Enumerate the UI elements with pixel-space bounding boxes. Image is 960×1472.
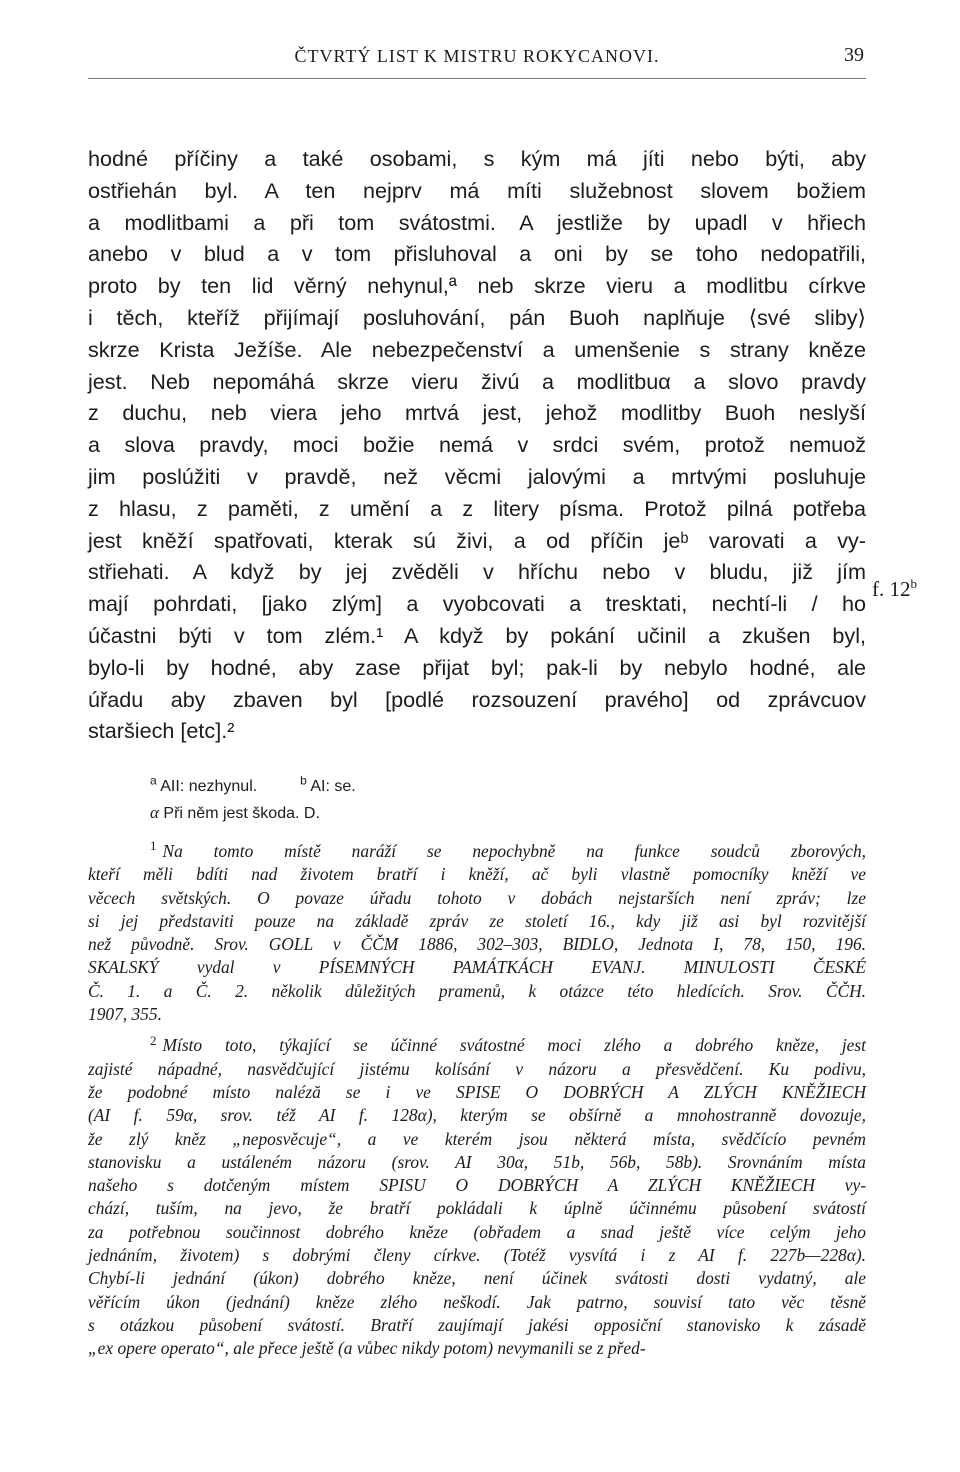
text-line: i těch, kteříž přijímají posluhování, pán Buoh naplňuje ⟨své sliby⟩	[88, 304, 866, 330]
footnote-line: chází, tuším, na jevo, že bratří pokládali k úplně účinnému působení svátostí	[88, 1198, 866, 1219]
footnote-line: že zlý kněz „neposvěcuje“, a ve kterém jsou některá místa, svědčícío pevném	[88, 1128, 866, 1149]
footnote-line: zajisté nápadné, nasvědčující jistému kolísání v názoru a přesvědčení. Ku podivu,	[88, 1058, 866, 1079]
text-line: mají pohrdati, [jako zlým] a vyobcovati a tresktati, nechtí-li / ho	[88, 591, 866, 617]
folio-label: f. 12	[872, 577, 911, 601]
text-line: hodné příčiny a také osobami, s kým má jíti nebo býti, aby	[88, 146, 866, 171]
footnote-line: Chybí-li jednání (úkon) dobrého kněze, není účinek svátosti dosti vydatný, ale	[88, 1268, 866, 1289]
text-line: skrze Krista Ježíše. Ale nebezpečenství a umenšenie s strany kněze	[88, 336, 866, 362]
footnote-line: věřícím úkon (jednání) kněze zlého neškodí. Jak patrno, souvisí tato věc těsně	[88, 1291, 866, 1312]
variant-mark: a	[150, 773, 157, 788]
page-header	[88, 42, 866, 79]
variant-row	[150, 800, 866, 827]
text-line: a modlitbami a při tom svátostmi. A jestliže by upadl v hřiech	[88, 209, 866, 235]
running-head: ČTVRTÝ LIST K MISTRU ROKYCANOVI.	[294, 46, 660, 66]
footnote-line: „ex opere operato“, ale přece ještě (a vůbec nikdy potom) nevymanili se z před-	[88, 1338, 646, 1359]
variant-mark: b	[300, 773, 307, 788]
footnote-line: za potřebnou součinnost dobrého kněze (obřadem a snad ještě více celým jeho	[88, 1221, 866, 1242]
text-line: a slova pravdy, moci božie nemá v srdci svém, protož nemuož	[88, 432, 866, 458]
footnote-line: kteří měli bdíti nad životem bratří i kněží, ač byli vlastně pomocníky kněží ve	[88, 864, 866, 885]
footnote-line: 1907, 355.	[88, 1004, 162, 1025]
footnote-line: s otázkou působení svátostí. Bratří zaujímají jakési opposiční stanovisko k zásadě	[88, 1314, 866, 1335]
text-line: úřadu aby zbaven byl [podlé rozsouzení pravého] od zprávcuov	[88, 686, 866, 712]
text-line: jim poslúžiti v pravdě, než věcmi jalovými a mrtvými posluhuje	[88, 463, 866, 489]
variant-text: AI: se.	[310, 778, 356, 795]
page-number: 39	[844, 44, 864, 66]
footnote-line: stanovisku a ustáleném názoru (srov. AI 30α, 51b, 56b, 58b). Srovnáním místa	[88, 1151, 866, 1172]
footnote-line: (AI f. 59α, srov. též AI f. 128α), kterým se obšírně a mnohostranně dovozuje,	[88, 1105, 866, 1126]
folio-side: b	[910, 576, 917, 591]
text-line: účastni býti v tom zlém.¹ A když by pokání učinil a zkušen byl,	[88, 622, 866, 648]
footnote-line: našeho s dotčeným místem SPISU O DOBRÝCH A ZLÝCH KNĚŽIECH vy-	[88, 1175, 866, 1196]
folio-margin-note	[872, 577, 917, 602]
footnote-line: než původně. Srov. GOLL v ČČM 1886, 302–303, BIDLO, Jednota I, 78, 150, 196.	[88, 934, 866, 955]
text-line: bylo-li by hodné, aby zase přijat byl; pak-li by nebylo hodné, ale	[88, 654, 866, 680]
text-line: staršiech [etc].²	[88, 718, 235, 744]
main-text	[88, 143, 866, 747]
variant-row	[150, 774, 866, 800]
text-line: anebo v blud a v tom přisluhoval a oni by se toho nedopatřili,	[88, 241, 866, 267]
footnote-line: že podobné místo naléză se i ve SPISE O DOBRÝCH A ZLÝCH KNĚŽIECH	[88, 1081, 866, 1102]
text-line: jest. Neb nepomáhá skrze vieru živú a modlitbuα a slovo pravdy	[88, 368, 866, 394]
text-line: jest kněží spatřovati, kterak sú živi, a od příčin jeᵇ varovati a vy-	[88, 527, 866, 553]
footnote-mark: 2	[150, 1032, 157, 1048]
text-line: z hlasu, z paměti, z umění a z litery písma. Protož pilná potřeba	[88, 495, 866, 521]
text-line: střiehati. A když by jej zvěděli v hříchu nebo v bludu, již jím	[88, 559, 866, 585]
footnote-mark: 1	[150, 838, 157, 854]
footnote-line: $^2$ Místo toto, týkající se účinné svátostné moci zlého a dobrého kněze, jest	[150, 1032, 866, 1056]
footnote-line: SKALSKÝ vydal v PÍSEMNÝCH PAMÁTKÁCH EVANJ. MINULOSTI ČESKÉ	[88, 957, 866, 978]
footnote-line: jednáním, životem) s dobrými členy církve. (Totéž vysvítá i z AI f. 227b—228α).	[88, 1245, 866, 1266]
text-line: proto by ten lid věrný nehynul,ª neb skrze vieru a modlitbu církve	[88, 273, 866, 299]
variant-text: AII: nezhynul.	[160, 778, 258, 795]
text-line: ostřiehán byl. A ten nejprv má míti služebnost slovem božiem	[88, 177, 866, 203]
variant-mark: α	[150, 803, 159, 822]
variant-text: Při něm jest škoda. D.	[163, 805, 320, 822]
footnotes	[88, 840, 866, 1361]
footnote-line: Č. 1. a Č. 2. několik důležitých pramenů, k otázce této hledících. Srov. ČČH.	[88, 980, 866, 1001]
footnote-line: si jej představiti pouze na základě zpráv ze století 16., kdy již asi byl rozvitější	[88, 910, 866, 931]
text-line: z duchu, neb viera jeho mrtvá jest, jehož modlitby Buoh neslyší	[88, 400, 866, 426]
variant-readings	[150, 774, 866, 827]
footnote-line: věcech světských. O povaze úřadu tohoto v dobách nejstarších není zpráv; lze	[88, 887, 866, 908]
footnote-line: $^1$ Na tomto místě naráží se nepochybně na funkce soudců zborových,	[150, 838, 866, 861]
